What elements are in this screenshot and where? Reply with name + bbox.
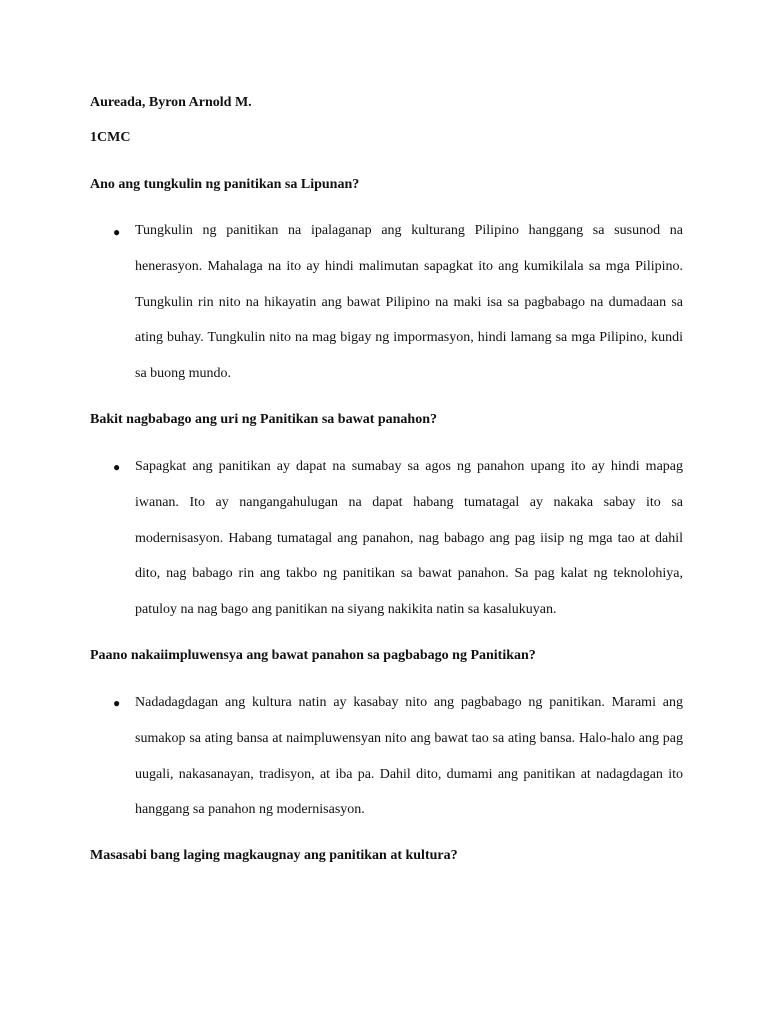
bullet-icon: ● [113,225,121,239]
question-2: Bakit nagbabago ang uri ng Panitikan sa bawat panahon? [90,412,437,427]
question-4: Masasabi bang laging magkaugnay ang panitikan at kultura? [90,848,458,863]
section-code: 1CMC [90,130,131,145]
answer-3: Nadadagdagan ang kultura natin ay kasabay nito ang pagbabago ng panitikan. Marami ang sumakop sa ating bansa at naimpluwensyan nito ang bawat tao sa ating bansa. Halo-halo ang pag uugali, nakasanayan, tradisyon, at iba pa. Dahil dito, dumami ang panitikan at nadagdagan ito hanggang sa panahon ng modernisasyon. [135,695,683,818]
question-3: Paano nakaiimpluwensya ang bawat panahon sa pagbabago ng Panitikan? [90,648,536,663]
answer-2: Sapagkat ang panitikan ay dapat na sumabay sa agos ng panahon upang ito ay hindi mapag iwanan. Ito ay nangangahulugan na dapat habang tumatagal ay nakaka sabay ito sa modernisasyon. Habang tumatagal ang panahon, nag babago ang pag iisip ng mga tao at dahil dito, nag babago rin ang takbo ng panitikan sa bawat panahon. Sa pag kalat ng teknolohiya, patuloy na nag bago ang panitikan na siyang nakikita natin sa kasalukuyan. [135,459,683,618]
bullet-icon: ● [113,696,121,710]
bullet-icon: ● [113,460,121,474]
question-1: Ano ang tungkulin ng panitikan sa Lipunan? [90,177,360,192]
author-name: Aureada, Byron Arnold M. [90,95,252,110]
answer-1: Tungkulin ng panitikan na ipalaganap ang kulturang Pilipino hanggang sa susunod na henerasyon. Mahalaga na ito ay hindi malimutan sapagkat ito ang kumikilala sa mga Pilipino. Tungkulin rin nito na hikayatin ang bawat Pilipino na maki isa sa pagbabago na dumadaan sa ating buhay. Tungkulin nito na mag bigay ng impormasyon, hindi lamang sa mga Pilipino, kundi sa buong mundo. [135,223,683,382]
